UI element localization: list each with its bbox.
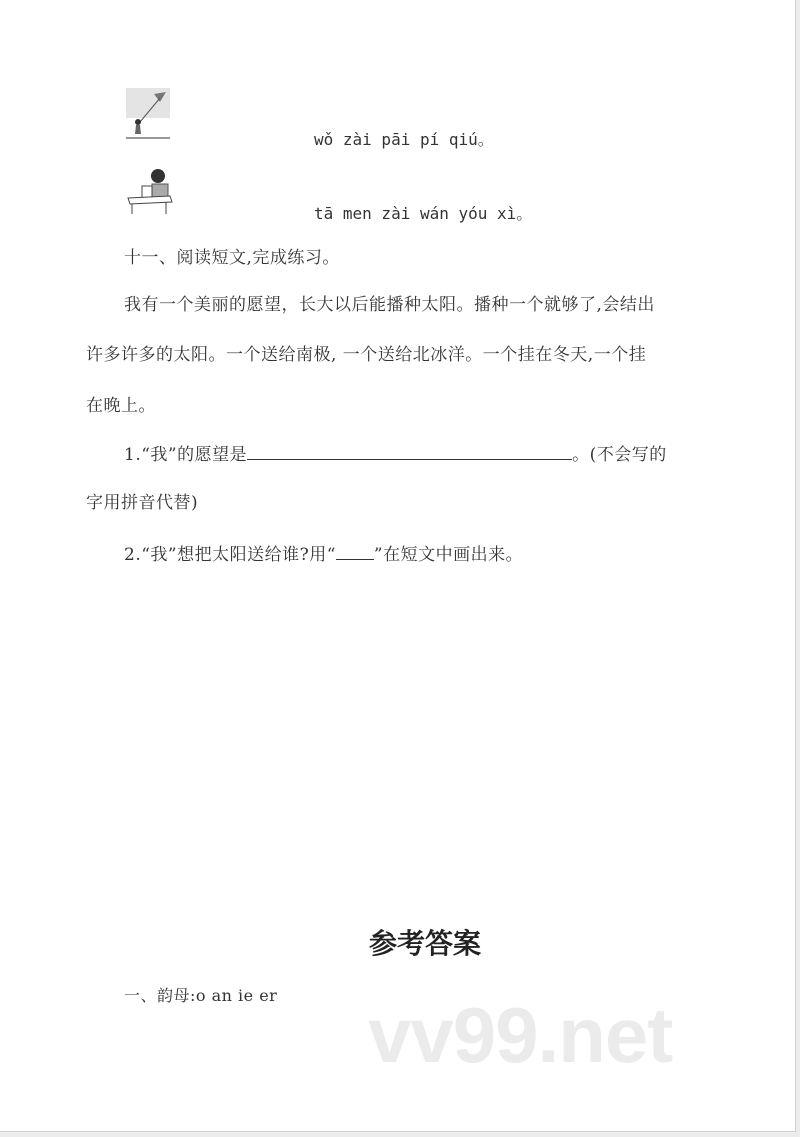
paragraph-line: 在晚上。 [86,396,156,416]
question-1 [124,440,667,465]
question-2-suffix: ”在短文中画出来。 [373,545,524,565]
question-1-prefix: 1.“我”的愿望是 [124,445,248,465]
watermark: vv99.net [368,991,673,1079]
answer-blank[interactable] [247,445,572,460]
question-2 [124,540,523,565]
answer-line: 一、韵母:o an ie er [124,986,278,1005]
paragraph-line: 许多许多的太阳。一个送给南极, 一个送给北冰洋。一个挂在冬天,一个挂 [86,345,647,365]
pinyin-sentence: tā men zài wán yóu xì。 [314,204,533,223]
boy-reading-at-desk-illustration [126,166,178,216]
question-1-continuation: 字用拼音代替) [86,493,199,513]
underline-sample [336,545,374,560]
question-1-suffix: 。(不会写的 [572,445,667,465]
kite-flying-boy-illustration [126,88,170,142]
pinyin-sentence: wǒ zài pāi pí qiú。 [314,130,494,149]
answers-title: 参考答案 [368,927,481,960]
paragraph-line: 我有一个美丽的愿望，长大以后能播种太阳。播种一个就够了,会结出 [124,295,655,315]
question-2-prefix: 2.“我”想把太阳送给谁?用“ [124,545,336,565]
section-heading: 十一、阅读短文,完成练习。 [124,248,340,268]
